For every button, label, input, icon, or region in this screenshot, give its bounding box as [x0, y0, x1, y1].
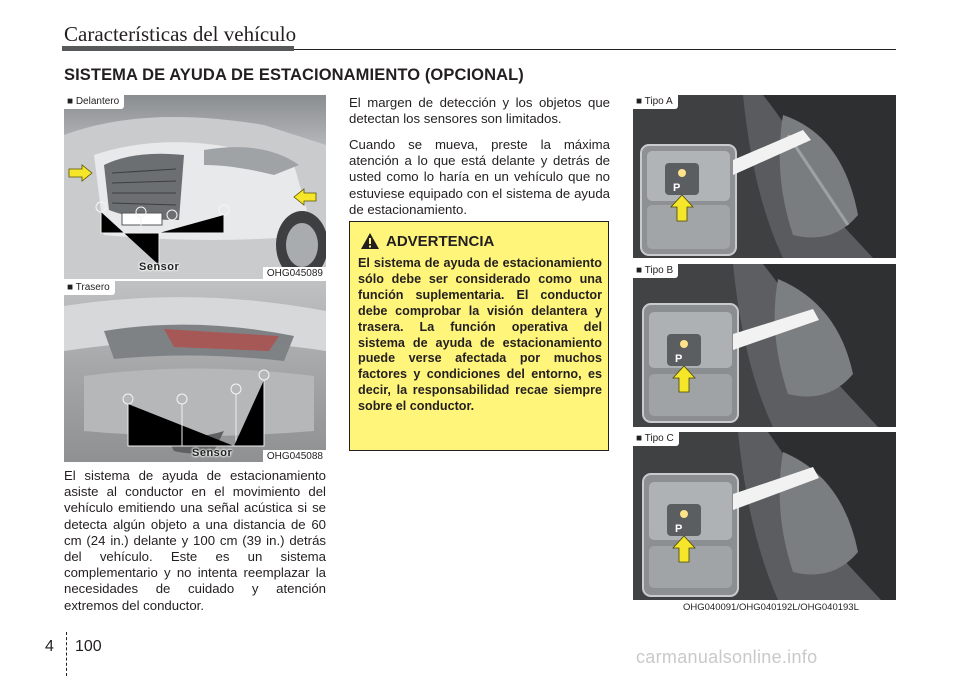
type-a-console-illustration [633, 95, 896, 258]
type-b-label: ■ Tipo B [633, 264, 678, 278]
page-number: 100 [75, 638, 102, 655]
type-a-label: ■ Tipo A [633, 95, 678, 109]
front-figure-label: ■ Delantero [64, 95, 124, 109]
front-bumper-photo [64, 95, 326, 279]
warning-title: ADVERTENCIA [386, 232, 495, 250]
types-figure-codes: OHG040091/OHG040192L/OHG040193L [683, 602, 859, 613]
front-figure-code: OHG045089 [263, 267, 326, 279]
header-rule [294, 49, 896, 50]
type-c-label: ■ Tipo C [633, 432, 679, 446]
type-a-photo [633, 95, 896, 258]
type-a-button-label: P [673, 182, 681, 194]
type-b-console-illustration [633, 264, 896, 427]
type-b-button-label: P [675, 353, 683, 365]
front-car-illustration [64, 95, 326, 279]
chapter-title: Características del vehículo [64, 22, 297, 46]
type-c-photo [633, 432, 896, 600]
chapter-number: 4 [45, 638, 54, 655]
rear-figure-label: ■ Trasero [64, 281, 115, 295]
footer-divider [66, 632, 67, 676]
warning-header [360, 232, 494, 250]
section-title: SISTEMA DE AYUDA DE ESTACIONAMIENTO (OPCIONAL) [64, 66, 524, 84]
type-c-button-label: P [675, 523, 683, 535]
type-b-photo [633, 264, 896, 427]
rear-car-illustration [64, 281, 326, 462]
rear-sensor-label: Sensor [192, 447, 233, 459]
header-accent-bar [62, 46, 294, 51]
intro-paragraph: El sistema de ayuda de estacionamiento asiste al conductor en el movimiento del vehículo emitiendo una señal acústica si se detecta algún objeto a una distancia de 60 cm (24 in.) delante y 100 cm (39 in.) detrás del vehículo. Este es un sistema complementario y no intenta reemplazar la necesidades de cuidado y atención extremos del conductor. [64, 468, 326, 613]
rear-figure-code: OHG045088 [263, 450, 326, 462]
warning-text: El sistema de ayuda de estacionamiento sólo debe ser considerado como una función suplementaria. El conductor debe comprobar la visión delantera y trasera. La función operativa del sistema de ayuda de estacionamiento puede verse afectada por muchos factores y condiciones del entorno, es decir, la responsabilidad recae siempre sobre el conductor. [358, 256, 602, 414]
watermark-text: carmanualsonline.info [636, 647, 818, 667]
warning-box [349, 221, 609, 451]
detection-paragraph: El margen de detección y los objetos que detectan los sensores son limitados. [349, 95, 610, 127]
warning-triangle-icon [360, 232, 380, 250]
rear-bumper-photo [64, 281, 326, 462]
type-c-console-illustration [633, 432, 896, 600]
attention-paragraph: Cuando se mueva, preste la máxima atención a lo que está delante y detrás de usted como lo haría en un vehículo que no estuviese equipado con el sistema de ayuda de estacionamiento. [349, 137, 610, 217]
front-sensor-label: Sensor [139, 261, 180, 273]
